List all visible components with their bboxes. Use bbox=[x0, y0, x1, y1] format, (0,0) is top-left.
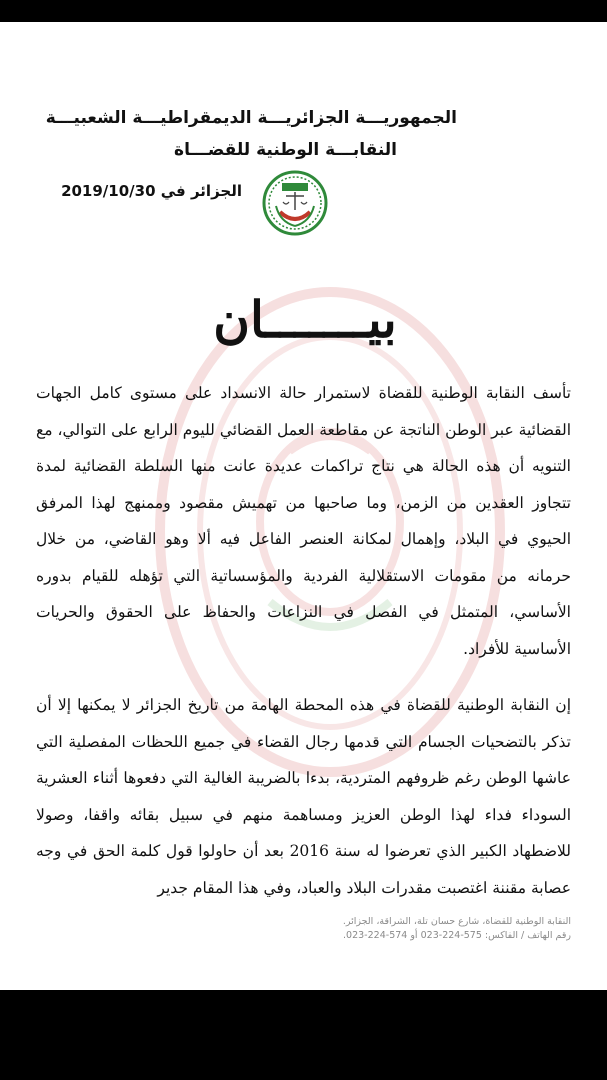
paragraph-2: إن النقابة الوطنية للقضاة في هذه المحطة الهامة من تاريخ الجزائر لا يمكنها إلا أن تذكر بالتضحيات الجسام التي قدمها رجال القضاء في جميع اللحظات المفصلية التي عاشها الوطن رغم ظروفهم المتردية، بدءا بالضريبة الغالية التي دفعوها أثناء العشرية السوداء فداء لهذا الوطن العزيز ومساهمة منهم في سبيل بقائه واقفا، وصولا للاضطهاد الكبير الذي تعرضوا له سنة 2016 بعد أن حاولوا قول كلمة الحق في وجه عصابة مقننة اغتصبت مقدرات البلاد والعباد، وفي هذا المقام جدير bbox=[36, 696, 571, 897]
union-seal-icon bbox=[262, 170, 328, 236]
document-date bbox=[61, 182, 242, 200]
document-page bbox=[0, 22, 607, 990]
date-value: 2019/10/30 bbox=[61, 182, 156, 200]
statement-title: بيـــــــان bbox=[213, 290, 397, 349]
footer-address: النقابة الوطنية للقضاة، شارع حسان تلة، الشراقة، الجزائر. bbox=[342, 916, 571, 927]
union-heading: النقابـــة الوطنية للقضـــاة bbox=[174, 140, 397, 160]
document-header bbox=[45, 102, 457, 166]
paragraph-1: تأسف النقابة الوطنية للقضاة لاستمرار حالة الانسداد على مستوى كامل الجهات القضائية عبر الوطن الناتجة عن مقاطعة العمل القضائي لليوم الرابع على التوالي، مع التنويه أن هذه الحالة هي نتاج تراكمات عديدة عانت منها السلطة القضائية لمدة تتجاوز العقدين من الزمن، وما صاحبها من تهميش مقصود وممنهج لهذا المرفق الحيوي في البلاد، وإهمال لمكانة العنصر الفاعل فيه ألا وهو القاضي، من خلال حرمانه من مقومات الاستقلالية الفردية والمؤسساتية التي تؤهله للقيام بدوره الأساسي، المتمثل في الفصل في النزاعات والحفاظ على الحقوق والحريات الأساسية للأفراد. bbox=[36, 384, 571, 658]
statement-body bbox=[36, 375, 571, 906]
republic-heading: الجمهوريـــة الجزائريـــة الديمقراطيـــة الشعبيـــة bbox=[45, 108, 457, 128]
date-place: الجزائر في bbox=[160, 182, 242, 200]
footer-phone: رقم الهاتف / الفاكس: 575-224-023 أو 574-224-023. bbox=[343, 930, 571, 941]
document-footer bbox=[300, 915, 571, 943]
